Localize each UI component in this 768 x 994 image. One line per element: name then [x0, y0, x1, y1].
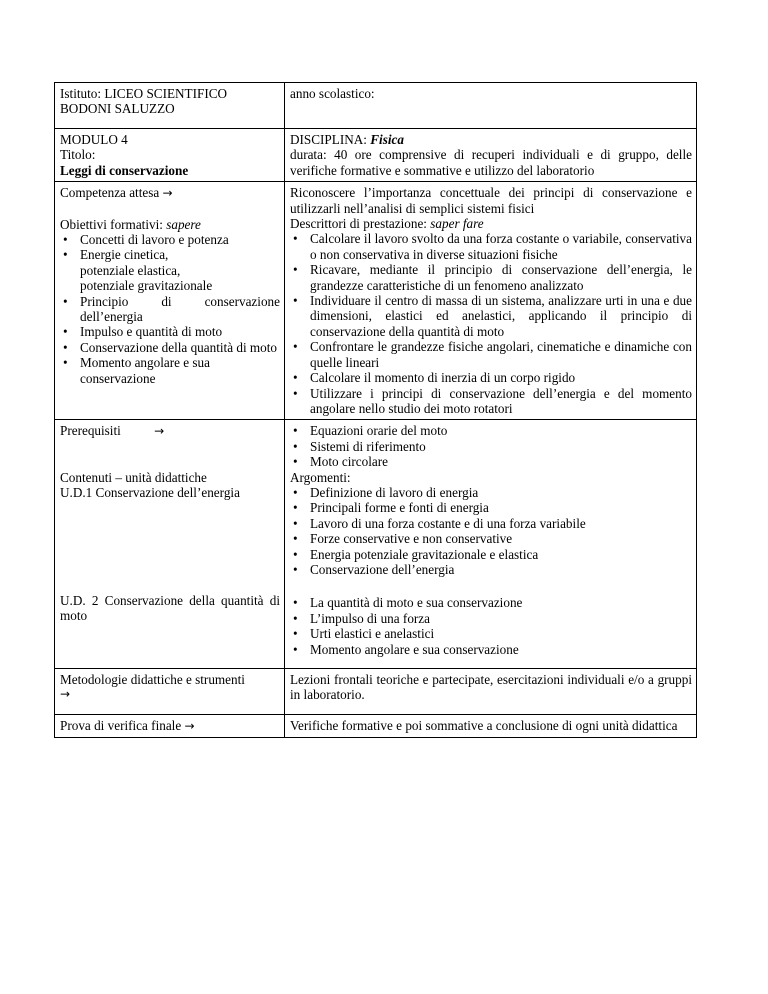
list-item: • Conservazione della quantità di moto	[60, 340, 280, 355]
list-item: • Equazioni orarie del moto	[290, 423, 692, 438]
list-item: • Calcolare il momento di inerzia di un corpo rigido	[290, 370, 692, 385]
descrittori-label: Descrittori di prestazione:	[290, 216, 427, 232]
list-item: • Confrontare le grandezze fisiche angolari, cinematiche e dinamiche con quelle lineari	[290, 339, 692, 370]
modulo-row	[55, 129, 697, 182]
istituto-line-1: Istituto: LICEO SCIENTIFICO	[60, 86, 228, 101]
istituto-cell	[55, 83, 285, 129]
verifica-text: Verifiche formative e poi sommative a conclusione di ogni unità didattica	[290, 717, 678, 733]
argomenti-label: Argomenti:	[290, 469, 351, 485]
list-item: • Energie cinetica, potenziale elastica, potenziale gravitazionale	[60, 247, 280, 293]
contenuti-label: Contenuti – unità didattiche	[60, 469, 207, 485]
anno-cell	[285, 83, 697, 129]
metodologie-left-cell	[55, 669, 285, 715]
list-item: • Calcolare il lavoro svolto da una forza costante o variabile, conservativa o non conservativa in diverse situazioni fisiche	[290, 231, 692, 262]
contenuti-row	[55, 420, 697, 669]
list-item: • Lavoro di una forza costante e di una forza variabile	[290, 516, 692, 531]
list-item: • Utilizzare i principi di conservazione dell’energia e del momento angolare nello studio dei moto rotatori	[290, 386, 692, 417]
arrow-right-icon: →	[162, 186, 173, 201]
ud2-title: U.D. 2 Conservazione della quantità di moto	[60, 592, 280, 623]
competenza-text: Riconoscere l’importanza concettuale dei principi di conservazione e utilizzarli nell’analisi di semplici sistemi fisici	[290, 185, 692, 216]
list-item: • Principio di conservazione dell’energia	[60, 294, 280, 325]
list-item: • Concetti di lavoro e potenza	[60, 232, 280, 247]
competenza-label: Competenza attesa	[60, 185, 160, 201]
competenze-row	[55, 182, 697, 420]
istituto-line-2: BODONI SALUZZO	[60, 101, 175, 117]
obiettivi-list	[60, 232, 280, 386]
descrittori-em: saper fare	[430, 216, 484, 232]
list-item: • Conservazione dell’energia	[290, 562, 692, 577]
verifica-row	[55, 714, 697, 737]
competenza-line	[60, 185, 280, 201]
ud1-title: U.D.1 Conservazione dell’energia	[60, 485, 240, 501]
arrow-right-icon: →	[60, 687, 71, 702]
prerequisiti-line	[60, 423, 280, 439]
ud1-list	[290, 485, 692, 577]
metodologie-right-cell	[285, 669, 697, 715]
verifica-right-cell	[285, 714, 697, 737]
list-item: • Moto circolare	[290, 454, 692, 469]
list-item: • Ricavare, mediante il principio di conservazione dell’energia, le grandezze caratteristiche di un fenomeno analizzato	[290, 262, 692, 293]
ud2-list	[290, 595, 692, 657]
disciplina-line	[290, 132, 692, 147]
module-title: Leggi di conservazione	[60, 162, 189, 178]
list-item: • Definizione di lavoro di energia	[290, 485, 692, 500]
competenze-left-cell	[55, 182, 285, 420]
obiettivi-label: Obiettivi formativi:	[60, 216, 163, 232]
obiettivi-heading	[60, 217, 280, 232]
prerequisiti-list	[290, 423, 692, 469]
contenuti-right-cell	[285, 420, 697, 669]
descrittori-heading	[290, 216, 692, 231]
header-row	[55, 83, 697, 129]
list-item: • Principali forme e fonti di energia	[290, 500, 692, 515]
verifica-left-cell	[55, 714, 285, 737]
verifica-line	[60, 718, 280, 734]
obiettivi-em: sapere	[166, 216, 201, 232]
list-item: • Urti elastici e anelastici	[290, 626, 692, 641]
modulo-cell	[55, 129, 285, 182]
list-item: • Momento angolare e sua conservazione	[290, 642, 692, 657]
disciplina-value: Fisica	[370, 132, 404, 147]
durata-text: durata: 40 ore comprensive di recuperi individuali e di gruppo, delle verifiche formative e sommative e utilizzo del laboratorio	[290, 147, 692, 178]
module-plan-table	[54, 82, 697, 738]
list-item: • Individuare il centro di massa di un sistema, analizzare urti in una e due dimensioni, elastici ed anelastici, applicando il principio di conservazione della quantità di moto	[290, 293, 692, 339]
verifica-label: Prova di verifica finale	[60, 717, 182, 733]
list-item: • Impulso e quantità di moto	[60, 324, 280, 339]
prerequisiti-label: Prerequisiti	[60, 423, 121, 439]
list-item: • La quantità di moto e sua conservazione	[290, 595, 692, 610]
competenze-right-cell	[285, 182, 697, 420]
list-item: • Energia potenziale gravitazionale e elastica	[290, 547, 692, 562]
list-item: • Momento angolare e sua conservazione	[60, 355, 280, 386]
list-item: • Forze conservative e non conservative	[290, 531, 692, 546]
arrow-right-icon: →	[154, 424, 165, 439]
metodologie-label: Metodologie didattiche e strumenti	[60, 672, 245, 687]
modulo-number: MODULO 4	[60, 132, 128, 147]
metodologie-row	[55, 669, 697, 715]
anno-scolastico: anno scolastico:	[290, 86, 375, 101]
disciplina-cell	[285, 129, 697, 182]
list-item: • L’impulso di una forza	[290, 611, 692, 626]
disciplina-label: DISCIPLINA:	[290, 132, 367, 147]
arrow-right-icon: →	[184, 718, 195, 733]
titolo-label: Titolo:	[60, 147, 96, 163]
contenuti-left-cell	[55, 420, 285, 669]
list-item: • Sistemi di riferimento	[290, 439, 692, 454]
descrittori-list	[290, 231, 692, 416]
metodologie-text: Lezioni frontali teoriche e partecipate, esercitazioni individuali e/o a gruppi in laboratorio.	[290, 672, 692, 703]
